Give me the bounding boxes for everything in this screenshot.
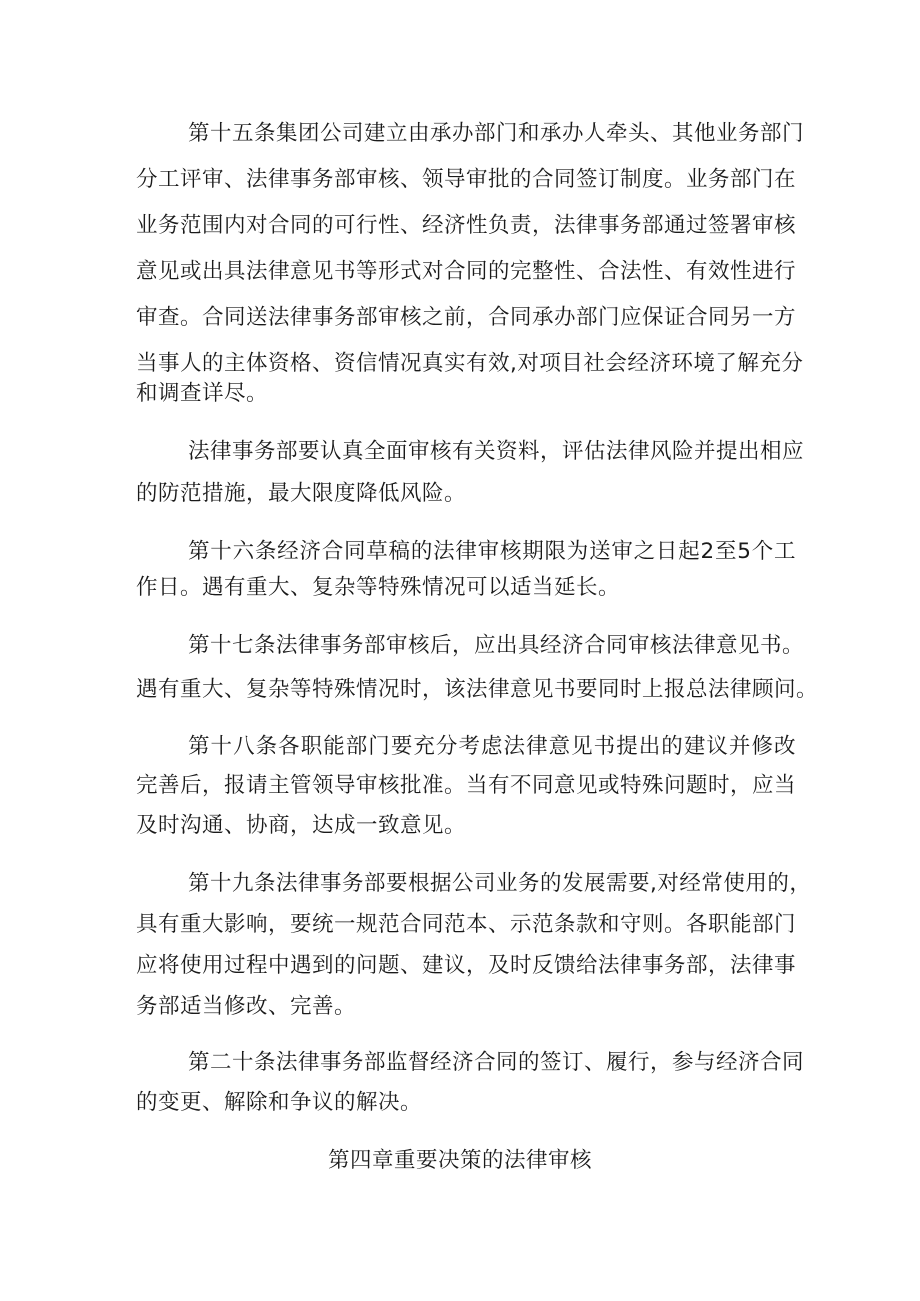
article-15-line-6: 当事人的主体资格、资信情况真实有效,对项目社会经济环境了解充分 xyxy=(136,351,804,376)
article-15-line-1: 第十五条集团公司建立由承办部门和承办人牵头、其他业务部门 xyxy=(188,121,805,146)
article-17-line-1: 第十七条法律事务部审核后，应出具经济合同审核法律意见书。 xyxy=(188,633,805,658)
article-20-line-2: 的变更、解除和争议的解决。 xyxy=(136,1090,423,1115)
article-18-line-1: 第十八条各职能部门要充分考虑法律意见书提出的建议并修改 xyxy=(188,734,796,759)
article-16-line-2: 作日。遇有重大、复杂等特殊情况可以适当延长。 xyxy=(136,575,621,600)
article-19-line-4: 务部适当修改、完善。 xyxy=(136,994,357,1019)
article-15-line-5: 审查。合同送法律事务部审核之前，合同承办部门应保证合同另一方 xyxy=(136,305,797,330)
article-15-line-7: 和调查详尽。 xyxy=(136,381,269,406)
legal-review-line-2: 的防范措施，最大限度降低风险。 xyxy=(136,481,467,506)
article-19-line-2: 具有重大影响，要统一规范合同范本、示范条款和守则。各职能部门 xyxy=(136,912,797,937)
article-19-line-1: 第十九条法律事务部要根据公司业务的发展需要,对经常使用的， xyxy=(188,871,812,896)
legal-review-line-1: 法律事务部要认真全面审核有关资料，评估法律风险并提出相应 xyxy=(188,439,805,464)
article-18-line-2: 完善后，报请主管领导审核批准。当有不同意见或特殊问题时，应当 xyxy=(136,773,797,798)
article-15-line-4: 意见或出具法律意见书等形式对合同的完整性、合法性、有效性进行 xyxy=(136,259,797,284)
chapter-heading: 第四章重要决策的法律审核 xyxy=(327,1148,592,1173)
article-15-line-3: 业务范围内对合同的可行性、经济性负责，法律事务部通过签署审核 xyxy=(136,213,797,238)
article-15-line-2: 分工评审、法律事务部审核、领导审批的合同签订制度。业务部门在 xyxy=(136,167,797,192)
article-19-line-3: 应将使用过程中遇到的问题、建议，及时反馈给法律事务部，法律事 xyxy=(136,953,797,978)
article-16-line-1: 第十六条经济合同草稿的法律审核期限为送审之日起2至5个工 xyxy=(188,539,796,564)
article-18-line-3: 及时沟通、协商，达成一致意见。 xyxy=(136,813,467,838)
article-20-line-1: 第二十条法律事务部监督经济合同的签订、履行，参与经济合同 xyxy=(188,1050,805,1075)
article-17-line-2: 遇有重大、复杂等特殊情况时，该法律意见书要同时上报总法律顾问。 xyxy=(136,677,819,702)
